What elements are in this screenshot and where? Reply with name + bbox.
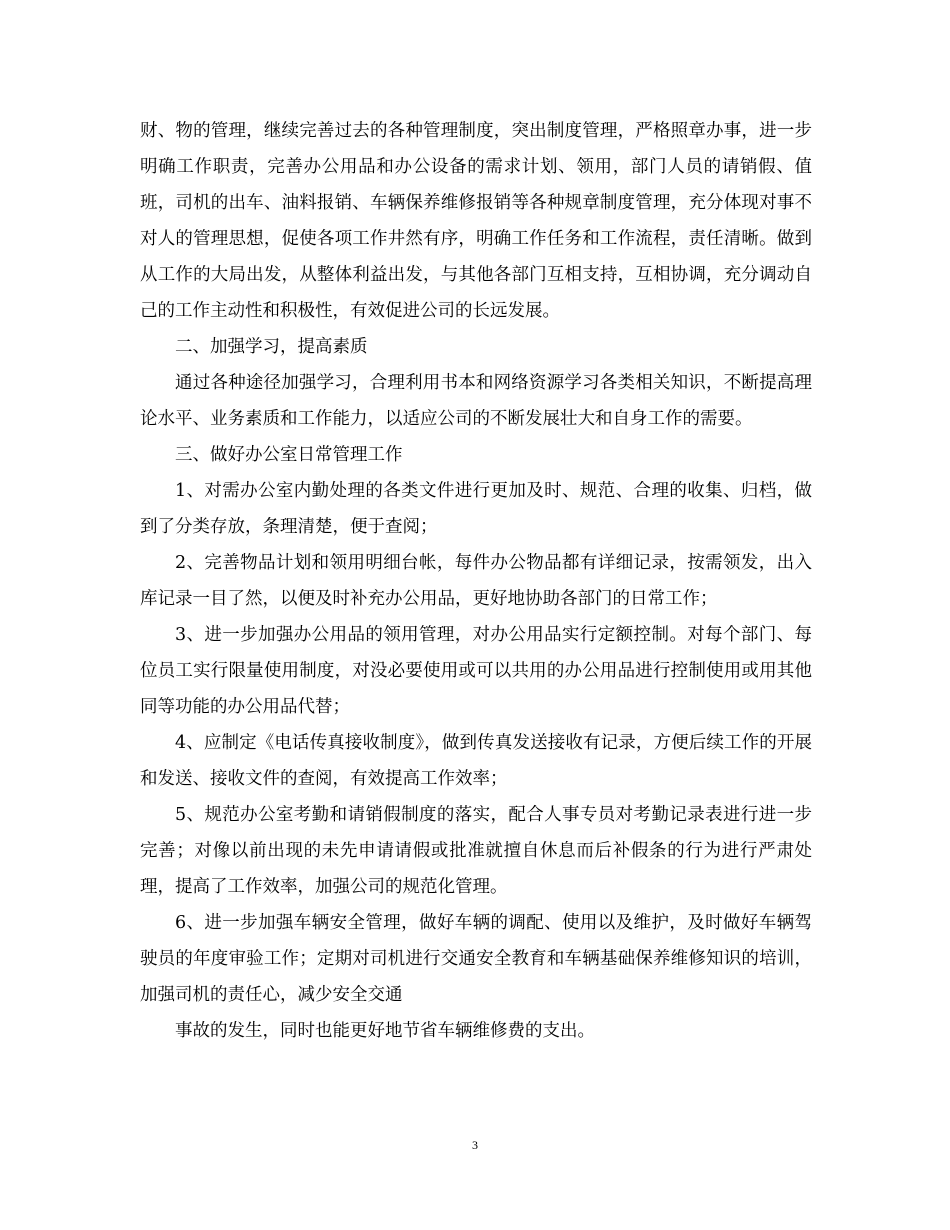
section-heading-study: 二、加强学习，提高素质 xyxy=(175,337,368,357)
list-item: 4、应制定《电话传真接收制度》，做到传真发送接收有记录，方便后续工作的开展和发送、接收文件的查阅，有效提高工作效率； xyxy=(140,733,812,789)
section-heading-office-management: 三、做好办公室日常管理工作 xyxy=(175,445,403,465)
list-item: 3、进一步加强办公用品的领用管理，对办公用品实行定额控制。对每个部门、每位员工实行限量使用制度，对没必要使用或可以共用的办公用品进行控制使用或用其他同等功能的办公用品代替； xyxy=(140,625,812,717)
list-item: 2、完善物品计划和领用明细台帐，每件办公物品都有详细记录，按需领发，出入库记录一目了然，以便及时补充办公用品，更好地协助各部门的日常工作； xyxy=(140,553,812,609)
page-number: 3 xyxy=(472,1138,478,1152)
paragraph: 事故的发生，同时也能更好地节省车辆维修费的支出。 xyxy=(175,1021,595,1041)
paragraph: 财、物的管理，继续完善过去的各种管理制度，突出制度管理，严格照章办事，进一步明确工作职责，完善办公用品和办公设备的需求计划、领用，部门人员的请销假、值班，司机的出车、油料报销、车辆保养维修报销等各种规章制度管理，充分体现对事不对人的管理思想，促使各项工作井然有序，明确工作任务和工作流程，责任清晰。做到从工作的大局出发，从整体利益出发，与其他各部门互相支持，互相协调，充分调动自己的工作主动性和积极性，有效促进公司的长远发展。 xyxy=(140,121,812,321)
list-item: 5、规范办公室考勤和请销假制度的落实，配合人事专员对考勤记录表进行进一步完善；对像以前出现的未先申请请假或批准就擅自休息而后补假条的行为进行严肃处理，提高了工作效率，加强公司的规范化管理。 xyxy=(140,805,812,897)
list-item: 6、进一步加强车辆安全管理，做好车辆的调配、使用以及维护，及时做好车辆驾驶员的年度审验工作；定期对司机进行交通安全教育和车辆基础保养维修知识的培训，加强司机的责任心，减少安全交通 xyxy=(140,913,812,1005)
paragraph: 通过各种途径加强学习，合理利用书本和网络资源学习各类相关知识，不断提高理论水平、业务素质和工作能力，以适应公司的不断发展壮大和自身工作的需要。 xyxy=(140,373,812,429)
document-body xyxy=(140,113,812,1049)
list-item: 1、对需办公室内勤处理的各类文件进行更加及时、规范、合理的收集、归档，做到了分类存放，条理清楚，便于查阅； xyxy=(140,481,812,537)
